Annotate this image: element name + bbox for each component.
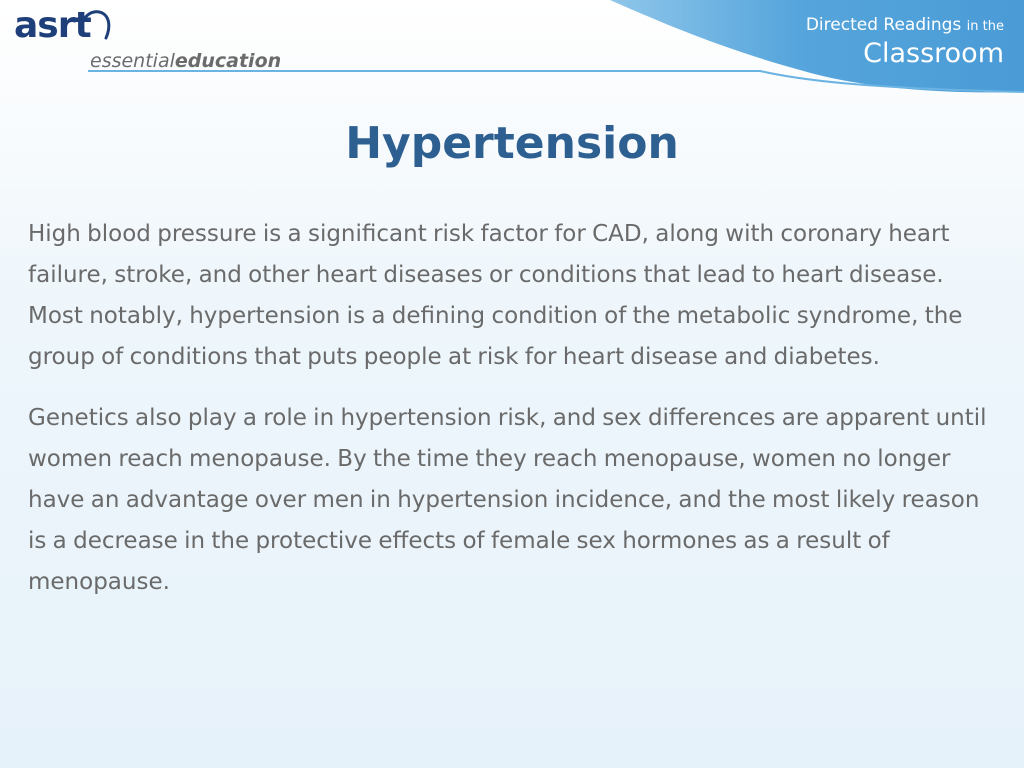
body-paragraph-1: High blood pressure is a significant risk factor for CAD, along with coronary heart failure, stroke, and other heart diseases or conditions that lead to heart disease. Most notably, hypertension is a defining condition of the metabolic syndrome, the group of conditions that puts people at risk for heart disease and diabetes. <box>28 221 963 370</box>
logo-wordmark: asrt <box>14 5 91 46</box>
logo-tagline <box>90 50 281 72</box>
brand-line-1 <box>764 14 1004 38</box>
body-paragraph-2: Genetics also play a role in hypertension risk, and sex differences are apparent until women reach menopause. By the time they reach menopause, women no longer have an advantage over men in hypertension incidence, and the most likely reason is a decrease in the protective effects of female sex hormones as a result of menopause. <box>28 405 987 595</box>
directed-readings-brand <box>764 14 1004 70</box>
slide-body <box>28 214 998 623</box>
logo-swoosh-icon <box>78 6 118 46</box>
slide-title: Hypertension <box>345 118 679 169</box>
brand-line-1-main: Directed Readings <box>805 15 962 35</box>
logo-tagline-bold: education <box>174 50 282 72</box>
asrt-logo <box>14 6 314 72</box>
logo-tagline-light: essential <box>90 50 175 72</box>
brand-line-2: Classroom <box>863 38 1004 69</box>
brand-line-1-small: in the <box>966 19 1004 34</box>
